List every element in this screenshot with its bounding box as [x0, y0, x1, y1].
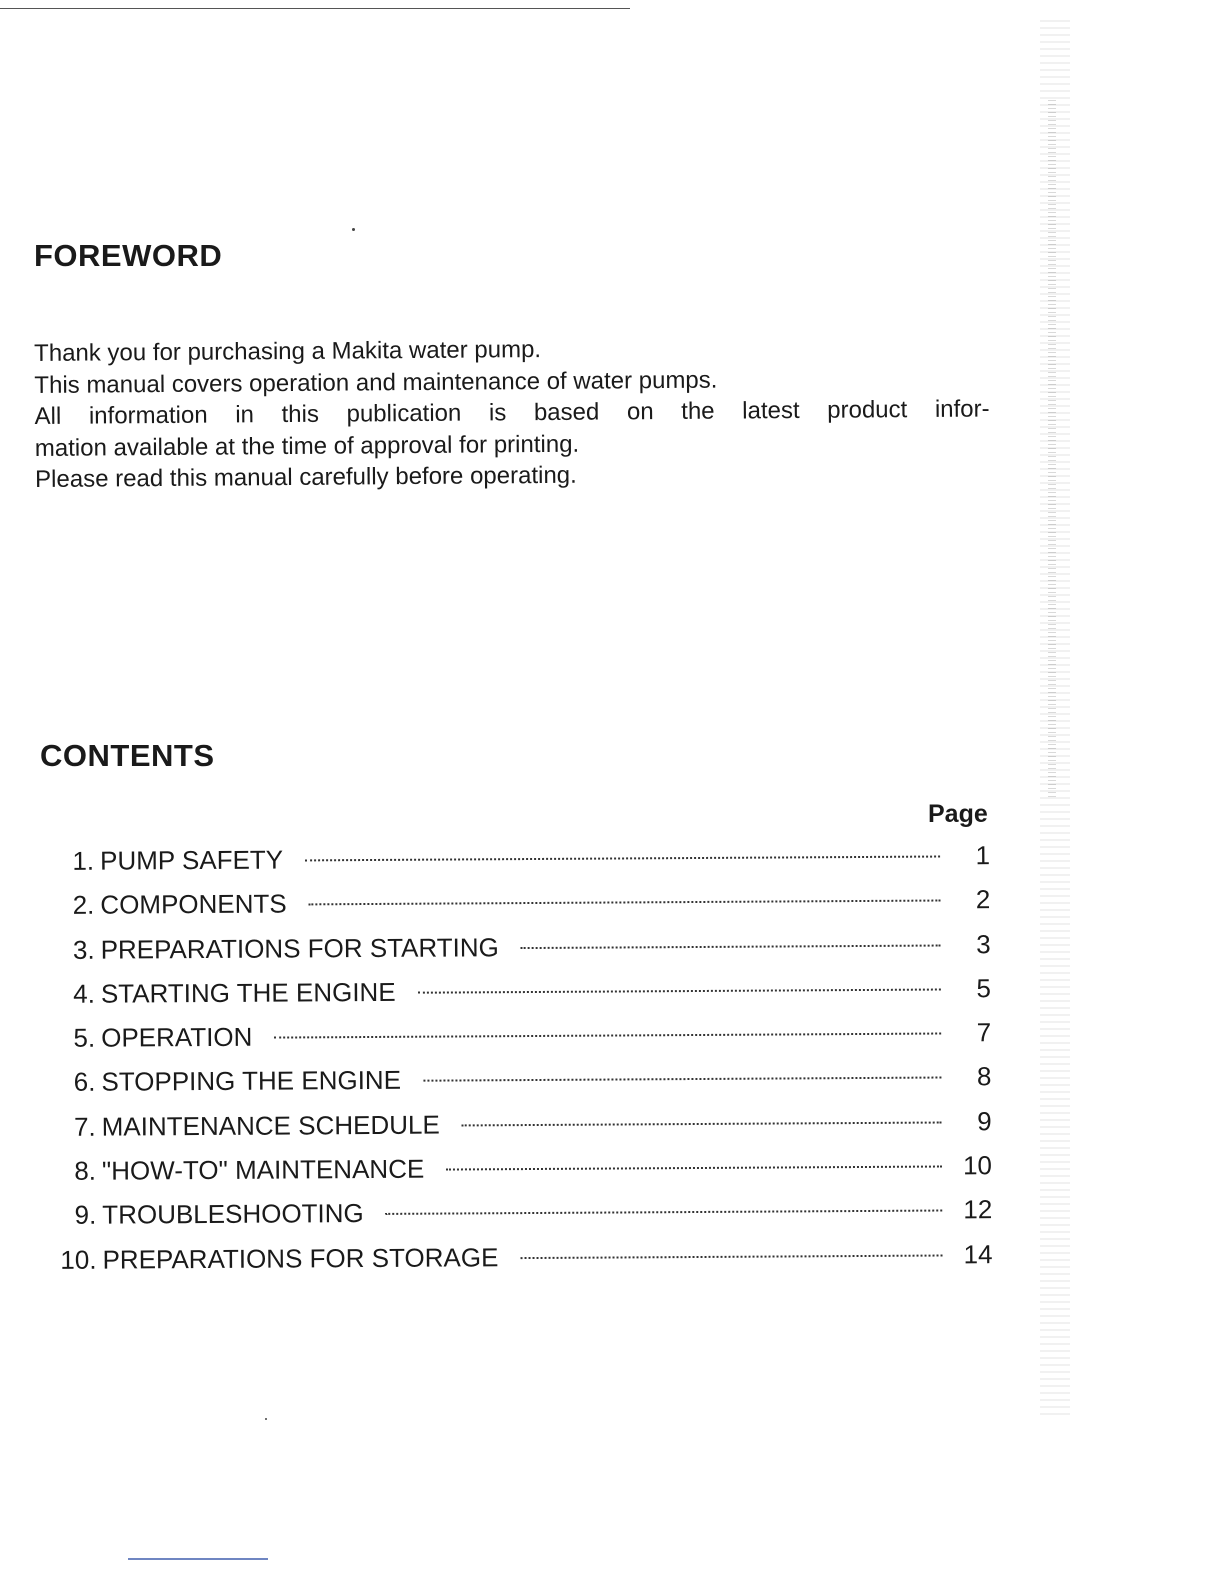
toc-entry-title: STOPPING THE ENGINE: [101, 1065, 402, 1098]
toc-entry-page: 1: [975, 840, 991, 871]
page-column-label: Page: [928, 800, 988, 828]
toc-entry-title: STARTING THE ENGINE: [100, 976, 396, 1009]
toc-dot-leader: [305, 856, 940, 862]
foreword-line: mation available at the time of approval for printing.: [34, 430, 580, 462]
scan-speck: [352, 228, 355, 231]
foreword-line: This manual covers operation and maintenance of water pumps.: [34, 366, 718, 399]
scan-right-edge-noise-dense: [1048, 100, 1056, 800]
toc-dot-leader: [274, 1033, 941, 1039]
toc-entry-maintenance-schedule[interactable]: [44, 1106, 992, 1156]
toc-entry-title: PUMP SAFETY: [99, 844, 284, 876]
table-of-contents: [42, 840, 993, 1289]
toc-dot-leader: [520, 1254, 942, 1259]
toc-entry-preparations-for-storage[interactable]: [44, 1239, 992, 1289]
toc-entry-title: OPERATION: [101, 1021, 253, 1053]
foreword-line: Please read this manual carefully before operating.: [35, 461, 577, 493]
toc-entry-title: TROUBLESHOOTING: [102, 1198, 364, 1231]
toc-entry-title: "HOW-TO" MAINTENANCE: [101, 1153, 425, 1186]
toc-entry-number: 6.: [73, 1067, 96, 1098]
contents-heading: CONTENTS: [40, 738, 215, 773]
toc-dot-leader: [386, 1210, 943, 1215]
toc-entry-page: 3: [976, 928, 991, 959]
toc-entry-number: 2.: [72, 889, 95, 921]
toc-entry-page: 10: [962, 1150, 993, 1181]
toc-entry-starting-the-engine[interactable]: [43, 973, 991, 1023]
toc-dot-leader: [309, 900, 941, 906]
toc-entry-page: 7: [976, 1017, 992, 1048]
toc-entry-number: 5.: [73, 1022, 96, 1053]
scan-speck: [265, 1418, 267, 1420]
toc-entry-how-to-maintenance[interactable]: [44, 1150, 992, 1200]
toc-entry-page: 14: [963, 1238, 993, 1270]
toc-entry-page: 5: [976, 973, 991, 1004]
toc-dot-leader: [521, 944, 941, 949]
toc-entry-page: 2: [975, 884, 991, 915]
toc-entry-number: 8.: [74, 1155, 97, 1186]
toc-entry-number: 7.: [73, 1111, 96, 1142]
toc-entry-stopping-the-engine[interactable]: [43, 1062, 991, 1112]
toc-entry-page: 8: [976, 1061, 992, 1092]
toc-entry-number: 1.: [72, 845, 95, 876]
toc-dot-leader: [423, 1077, 941, 1082]
scan-bottom-mark: [128, 1558, 268, 1560]
toc-entry-number: 9.: [74, 1200, 97, 1231]
toc-entry-page: 12: [963, 1194, 993, 1225]
toc-entry-title: PREPARATIONS FOR STARTING: [100, 931, 499, 965]
toc-dot-leader: [462, 1121, 942, 1126]
toc-entry-number: 4.: [73, 978, 95, 1009]
toc-entry-operation[interactable]: [43, 1017, 991, 1067]
toc-entry-troubleshooting[interactable]: [44, 1195, 992, 1245]
toc-entry-components[interactable]: [42, 885, 990, 935]
toc-entry-title: COMPONENTS: [100, 888, 287, 920]
toc-entry-page: 9: [977, 1105, 992, 1137]
toc-entry-preparations-for-starting[interactable]: [43, 929, 991, 979]
foreword-line: All information in this publication is based on the latest product infor-: [34, 395, 990, 430]
toc-entry-title: PREPARATIONS FOR STORAGE: [102, 1241, 499, 1275]
foreword-heading: FOREWORD: [34, 238, 223, 273]
toc-entry-pump-safety[interactable]: [42, 840, 990, 890]
scan-top-edge: [0, 8, 630, 9]
toc-dot-leader: [446, 1166, 942, 1171]
toc-entry-number: 3.: [72, 934, 95, 965]
toc-entry-title: MAINTENANCE SCHEDULE: [101, 1109, 440, 1142]
foreword-line: Thank you for purchasing a Makita water pump.: [34, 336, 542, 367]
foreword-body: [34, 330, 990, 495]
toc-entry-number: 10.: [60, 1244, 97, 1275]
toc-dot-leader: [418, 988, 941, 993]
